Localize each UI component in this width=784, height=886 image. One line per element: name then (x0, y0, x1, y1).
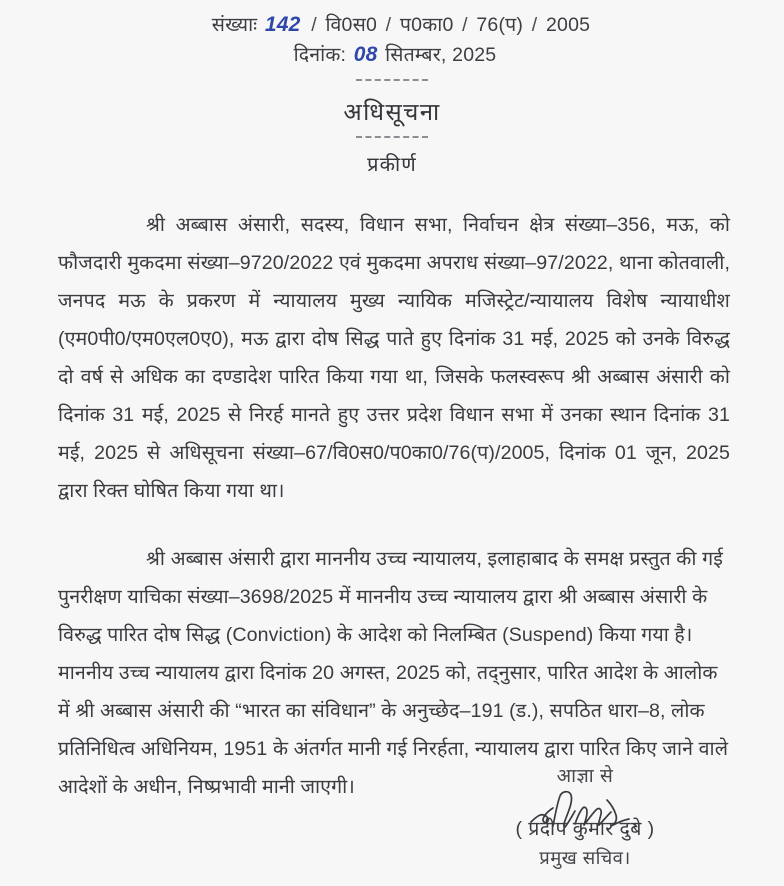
divider-rule-mid (356, 136, 428, 138)
document-header (0, 0, 784, 70)
document-body (0, 206, 730, 806)
date-label: दिनांक: (293, 44, 347, 66)
separator-slash-3: / (462, 14, 468, 36)
document-subtitle: प्रकीर्ण (367, 154, 417, 176)
reference-part-1: वि0स0 (325, 14, 378, 36)
date-day-value: 08 (353, 43, 378, 66)
paragraph-1 (58, 206, 730, 510)
reference-number-value: 142 (264, 13, 301, 36)
document-title: अधिसूचना (343, 99, 441, 126)
signatory-name: ( प्रदीप कुमार दुबे ) (515, 818, 655, 840)
reference-part-4: 2005 (546, 14, 591, 36)
paragraph-1-text: श्री अब्बास अंसारी, सदस्य, विधान सभा, निर्वाचन क्षेत्र संख्या–356, मऊ, को फौजदारी मुकदमा संख्या–9720/2022 एवं मुकदमा अपराध संख्या–97/2022, थाना कोतवाली, जनपद मऊ के प्रकरण में न्यायालय मुख्य न्यायिक मजिस्ट्रेट/न्यायालय विशेष न्यायाधीश (एम0पी0/एम0एल0ए0), मऊ द्वारा दोष सिद्ध पाते हुए दिनांक 31 मई, 2025 को उनके विरुद्ध दो वर्ष से अधिक का दण्डादेश पारित किया गया था, जिसके फलस्वरूप श्री अब्बास अंसारी को दिनांक 31 मई, 2025 से निरर्ह मानते हुए उत्तर प्रदेश विधान सभा में उनका स्थान दिनांक 31 मई, 2025 से अधिसूचना संख्या–67/वि0स0/प0का0/76(प)/2005, दिनांक 01 जून, 2025 द्वारा रिक्त घोषित किया गया था। (58, 214, 730, 502)
reference-label: संख्याः (211, 14, 258, 36)
signature-block (430, 762, 740, 876)
separator-slash-4: / (531, 14, 538, 36)
divider-rule-top (356, 79, 428, 81)
reference-part-2: प0का0 (399, 14, 454, 36)
reference-number-line (0, 10, 784, 40)
paragraph-2-text: श्री अब्बास अंसारी द्वारा माननीय उच्च न्यायालय, इलाहाबाद के समक्ष प्रस्तुत की गई पुनरीक्षण याचिका संख्या–3698/2025 में माननीय उच्च न्यायालय द्वारा श्री अब्बास अंसारी के विरुद्ध पारित दोष सिद्ध (Conviction) के आदेश को निलम्बित (Suspend) किया गया है। माननीय उच्च न्यायालय द्वारा दिनांक 20 अगस्त, 2025 को, तद्नुसार, पारित आदेश के आलोक में श्री अब्बास अंसारी की “भारत का संविधान” के अनुच्छेद–191 (ड.), सपठित धारा–8, लोक प्रतिनिधित्व अधिनियम, 1951 के अंतर्गत मानी गई निरर्हता, न्यायालय द्वारा पारित किए जाने वाले आदेशों के अधीन, निष्प्रभावी मानी जाएगी। (58, 548, 729, 798)
separator-slash-1: / (311, 14, 317, 36)
reference-part-3: 76(प) (476, 14, 524, 36)
signatory-designation: प्रमुख सचिव। (539, 847, 631, 868)
date-line (0, 40, 784, 70)
order-by-label: आज्ञा से (556, 766, 614, 787)
separator-slash-2: / (385, 14, 392, 36)
date-month-year: सितम्बर, 2025 (385, 44, 497, 66)
